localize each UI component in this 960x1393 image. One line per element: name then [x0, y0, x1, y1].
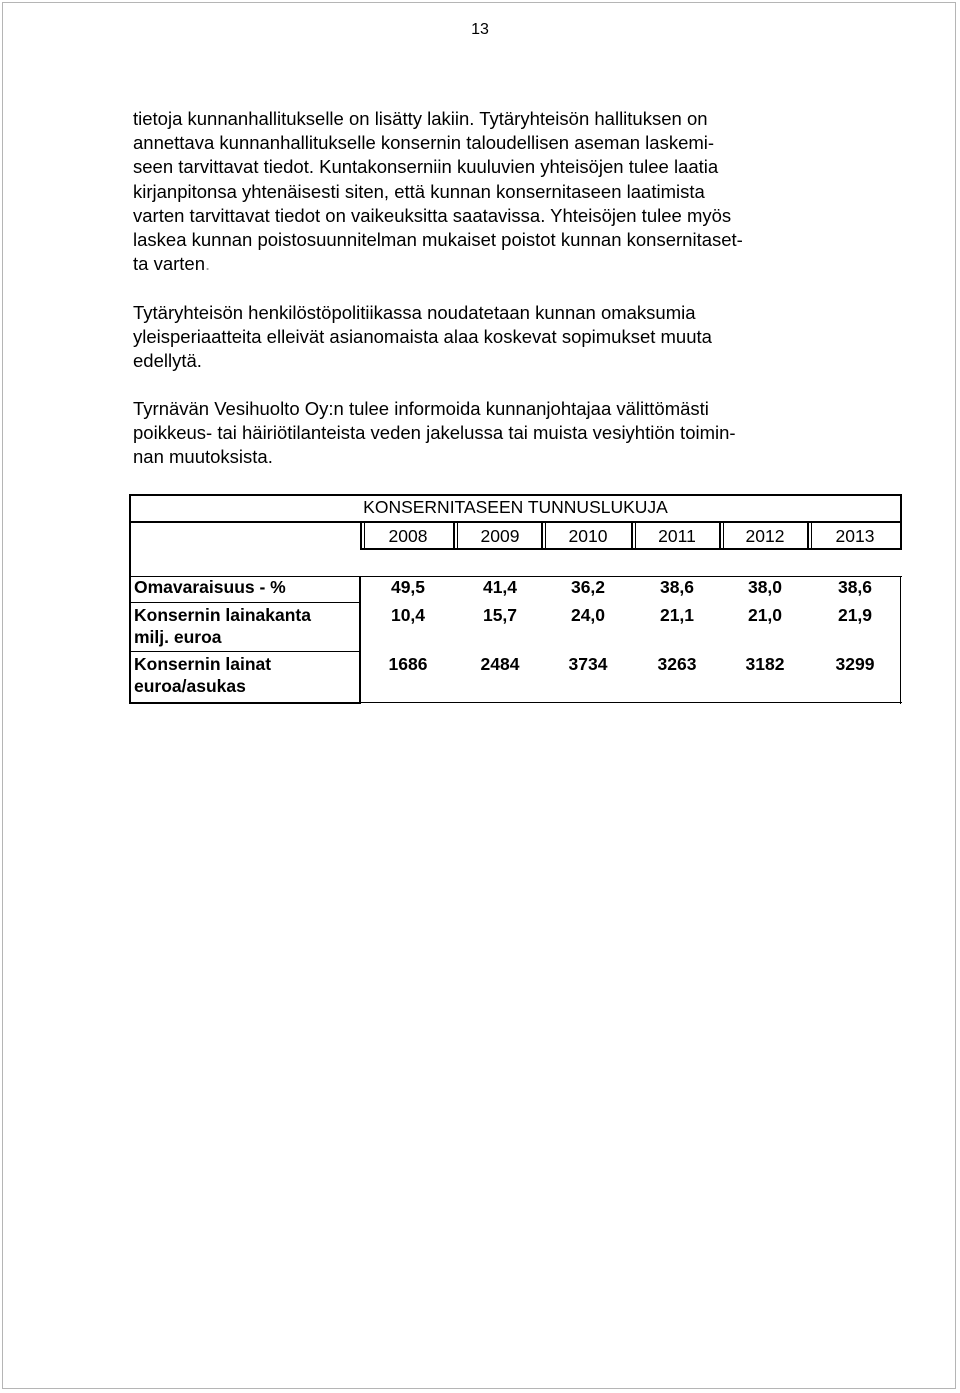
year-header: 2012 — [745, 526, 785, 546]
paragraph-2 — [133, 301, 833, 374]
row-label: Konsernin lainakanta — [134, 605, 311, 625]
table-border-right-lower — [900, 576, 901, 704]
paragraph-1 — [133, 107, 833, 276]
row-border — [129, 602, 361, 603]
year-divider — [360, 523, 362, 550]
row-label: Omavaraisuus - % — [134, 577, 286, 597]
text-line: nan muutoksista. — [133, 446, 273, 468]
year-divider — [719, 523, 721, 550]
year-header: 2013 — [835, 526, 875, 546]
year-divider — [811, 523, 812, 550]
text-line: yleisperiaatteita elleivät asianomaista alaa koskevat sopimukset muuta — [133, 326, 712, 348]
text-line: laskea kunnan poistosuunnitelman mukaiset poistot kunnan konsernitaset- — [133, 229, 743, 251]
row-label: euroa/asukas — [134, 676, 246, 696]
year-divider — [457, 523, 458, 550]
text-line: tietoja kunnanhallitukselle on lisätty lakiin. Tytäryhteisön hallituksen on — [133, 108, 708, 129]
row-border — [361, 702, 902, 703]
table-cell: 38,0 — [747, 577, 783, 597]
table-cell: 21,0 — [747, 605, 783, 625]
table-cell: 38,6 — [837, 577, 873, 597]
label-column-border — [359, 576, 361, 704]
year-header: 2008 — [388, 526, 428, 546]
table-cell: 2484 — [480, 654, 520, 674]
year-divider — [364, 523, 365, 550]
row-label: Konsernin lainat — [134, 654, 272, 674]
text-line: annettava kunnanhallitukselle konsernin taloudellisen aseman laskemi- — [133, 132, 715, 154]
table-cell: 24,0 — [570, 605, 606, 625]
text-line: kirjanpitonsa yhtenäisesti siten, että kunnan konsernitaseen laatimista — [133, 180, 705, 202]
year-header: 2010 — [568, 526, 608, 546]
table-cell: 3734 — [568, 654, 608, 674]
row-label: milj. euroa — [134, 627, 222, 647]
year-divider — [453, 523, 455, 550]
year-divider — [723, 523, 724, 550]
year-divider — [807, 523, 809, 550]
table-cell: 3182 — [745, 654, 785, 674]
page-number: 13 — [471, 21, 489, 38]
table-title: KONSERNITASEEN TUNNUSLUKUJA — [363, 497, 668, 517]
year-divider — [900, 523, 902, 550]
year-divider — [541, 523, 543, 550]
row-border — [129, 651, 361, 652]
table-border-left — [129, 494, 131, 704]
text-line: varten tarvittavat tiedot on vaikeuksitta saatavissa. Yhteisöjen tulee myös — [133, 204, 732, 226]
table-cell: 15,7 — [482, 605, 518, 625]
text-line: edellytä. — [133, 350, 202, 372]
table-cell: 21,1 — [659, 605, 695, 625]
table-cell: 38,6 — [659, 577, 695, 597]
year-divider — [545, 523, 546, 550]
table-cell: 1686 — [388, 654, 428, 674]
text-line: seen tarvittavat tiedot. Kuntakonserniin kuuluvien yhteisöjen tulee laatia — [133, 156, 719, 178]
table-border-right-upper — [900, 494, 902, 523]
paragraph-3 — [133, 397, 833, 470]
text-line — [133, 252, 833, 276]
table-cell: 41,4 — [482, 577, 518, 597]
row-border — [129, 702, 361, 704]
title-row-bottom-border — [129, 521, 902, 523]
text-line-content: ta varten — [133, 253, 205, 275]
year-divider — [635, 523, 636, 550]
table-cell: 21,9 — [837, 605, 873, 625]
text-line: poikkeus- tai häiriötilanteista veden jakelussa tai muista vesiyhtiön toimin- — [133, 422, 736, 444]
table-cell: 10,4 — [390, 605, 426, 625]
year-divider — [631, 523, 633, 550]
text-line: Tytäryhteisön henkilöstöpolitiikassa noudatetaan kunnan omaksumia — [133, 302, 696, 323]
text-line: Tyrnävän Vesihuolto Oy:n tulee informoida kunnanjohtajaa välittömästi — [133, 398, 709, 419]
table-cell: 49,5 — [390, 577, 426, 597]
year-header: 2009 — [480, 526, 520, 546]
table-cell: 3263 — [657, 654, 697, 674]
year-header: 2011 — [658, 526, 696, 546]
table-cell: 3299 — [835, 654, 875, 674]
table-cell: 36,2 — [570, 577, 606, 597]
trailing-period: . — [205, 253, 211, 275]
